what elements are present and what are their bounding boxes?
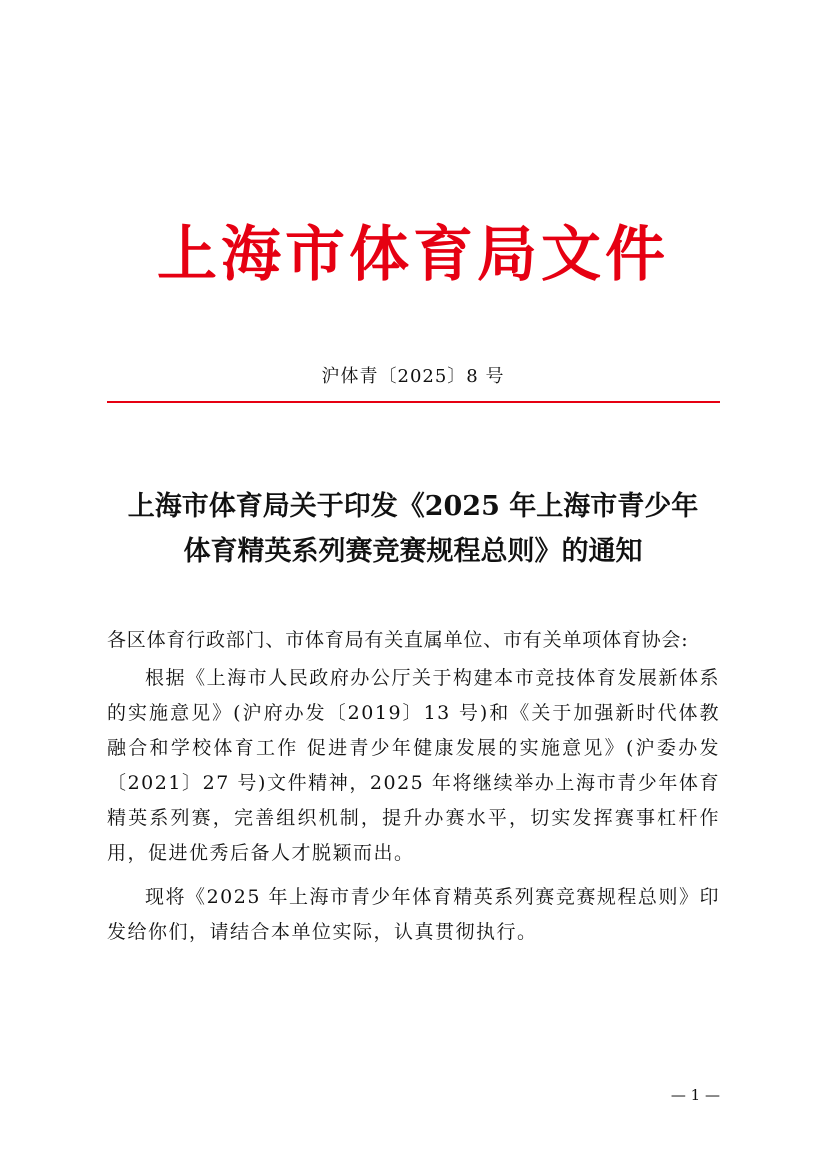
page-number: — 1 — <box>670 1086 720 1104</box>
salutation: 各区体育行政部门、市体育局有关直属单位、市有关单项体育协会: <box>107 629 689 651</box>
notice-title-line-2: 体育精英系列赛竞赛规程总则》的通知 <box>183 536 643 567</box>
notice-title <box>100 484 726 574</box>
body-paragraph-2: 现将《2025 年上海市青少年体育精英系列赛竞赛规程总则》印发给你们，请结合本单位实际，认真贯彻执行。 <box>107 886 720 943</box>
notice-title-line-1: 上海市体育局关于印发《2025 年上海市青少年 <box>127 491 699 522</box>
body-paragraph-1: 根据《上海市人民政府办公厅关于构建本市竞技体育发展新体系的实施意见》(沪府办发〔2019〕13 号)和《关于加强新时代体教融合和学校体育工作 促进青少年健康发展的实施意见》(沪委办发〔2021〕27 号)文件精神，2025 年将继续举办上海市青少年体育精英系列赛，完善组织机制，提升办赛水平，切实发挥赛事杠杆作用，促进优秀后备人才脱颖而出。 <box>107 667 720 864</box>
document-issuer-header: 上海市体育局文件 <box>157 220 669 290</box>
notice-body <box>107 623 720 959</box>
document-number: 沪体青〔2025〕8 号 <box>321 366 505 387</box>
red-separator-line <box>107 401 720 403</box>
